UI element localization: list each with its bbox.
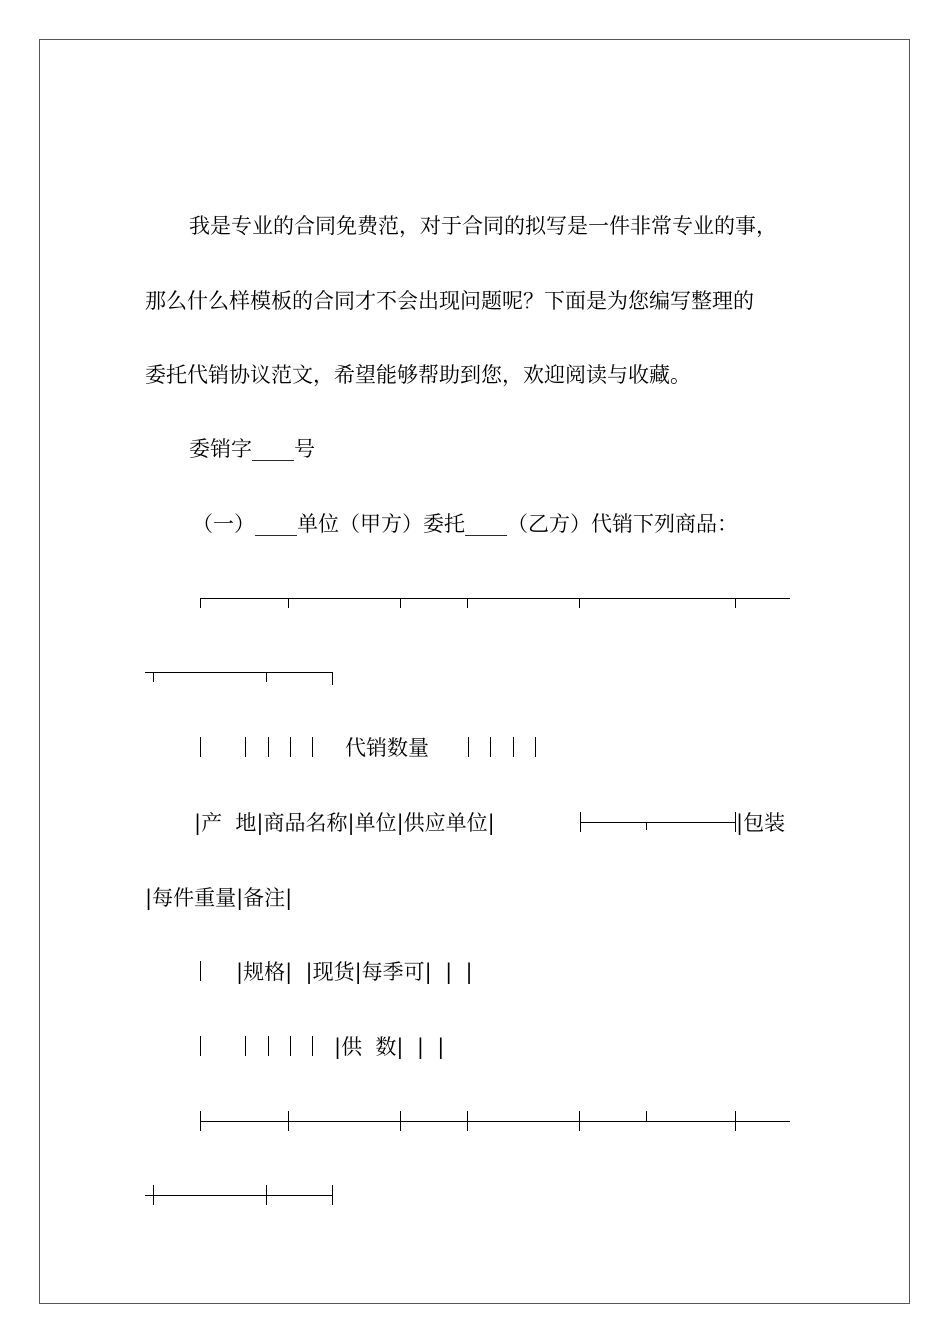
intro-line-2: 那么什么样模板的合同才不会出现问题呢？下面是为您编写整理的 xyxy=(145,289,754,313)
intro-line-3: 委托代销协议范文，希望能够帮助到您，欢迎阅读与收藏。 xyxy=(145,363,691,387)
header-consignment-quantity: 代销数量 xyxy=(345,736,429,760)
reference-number: 委销字____号 xyxy=(189,437,315,461)
header-packaging: |包装 xyxy=(736,811,786,835)
header-row-continued: |每件重量|备注| xyxy=(145,886,293,910)
header-row-3: |规格| |现货|每季可| | | xyxy=(236,960,473,984)
clause-one: （一）____单位（甲方）委托____（乙方）代销下列商品： xyxy=(192,512,738,536)
header-row-main: |产 地|商品名称|单位|供应单位| xyxy=(194,811,495,835)
header-row-4: |供 数| | | xyxy=(334,1035,445,1059)
intro-line-1: 我是专业的合同免费范，对于合同的拟写是一件非常专业的事， xyxy=(189,214,777,238)
